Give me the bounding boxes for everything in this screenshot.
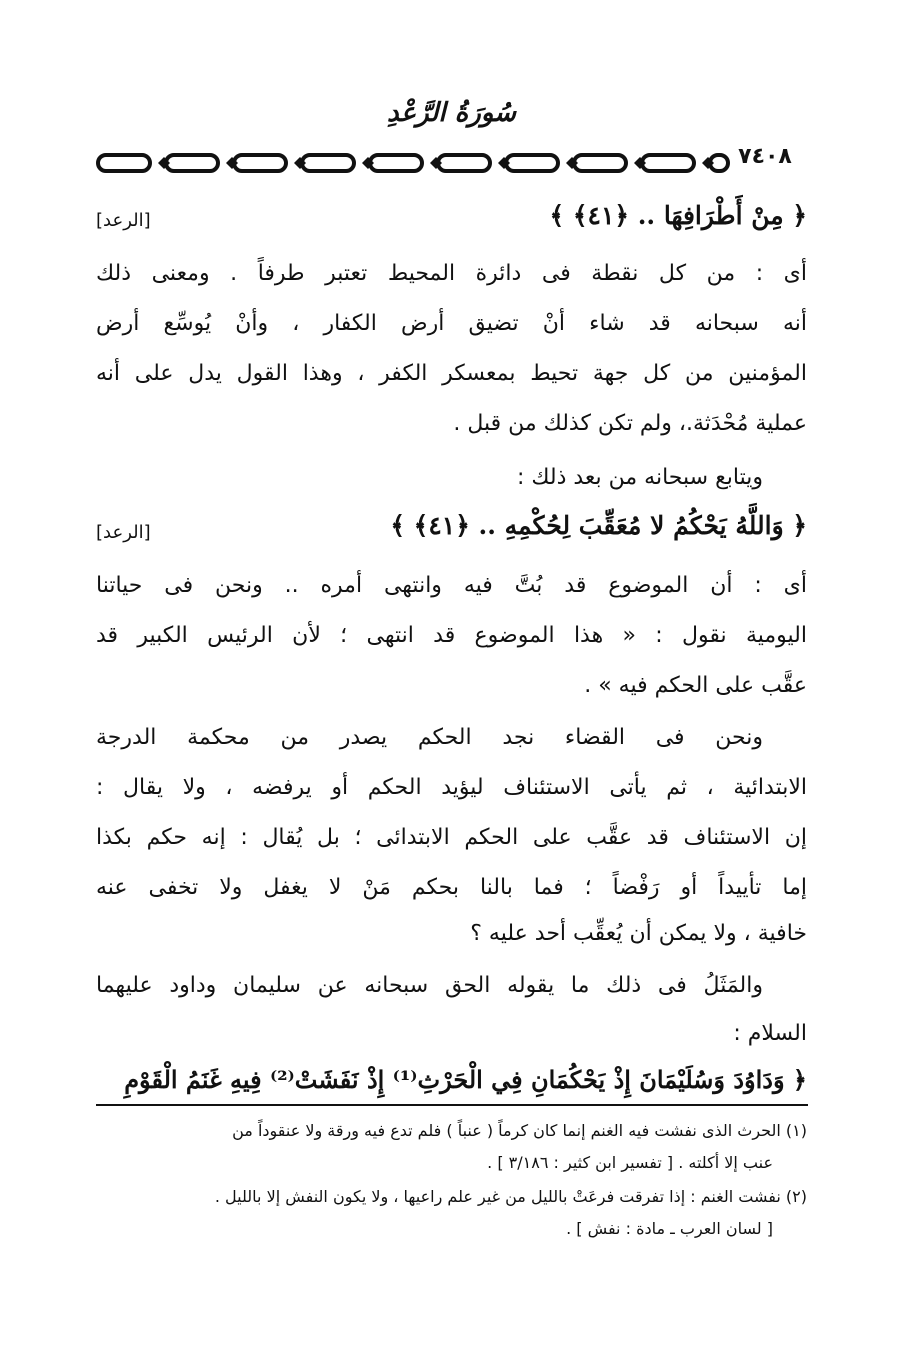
ornamental-border [96, 150, 832, 176]
surah-title: سُورَةُ الرَّعْدِ [386, 98, 517, 128]
page-number: ٧٤٠٨ [738, 144, 792, 169]
verse-41-part2: ﴿ وَاللَّهُ يَحْكُمُ لا مُعَقِّبَ لِحُكْمِهِ .. ﴿٤١﴾ ﴾ [390, 511, 807, 540]
paragraph-4-line-4: إما تأييداً أو رَفْضاً ؛ فما بالنا بحكم مَنْ لا يغفل ولا تخفى عنه [96, 875, 807, 900]
footnote-2-line-1: (٢) نفشت الغنم : إذا تفرقت فرعَتْ بالليل من غير علم راعيها ، ولا يكون النفش إلا بالليل . [214, 1187, 807, 1206]
paragraph-3-line-2: اليومية نقول : « هذا الموضوع قد انتهى ؛ لأن الرئيس الكبير قد [96, 623, 807, 648]
footnote-1-line-2: عنب إلا أكلته . [ تفسير ابن كثير : ٣/١٨٦ ] . [487, 1153, 773, 1172]
verse-41-part1: ﴿ مِنْ أَطْرَافِهَا .. ﴿٤١﴾ ﴾ [549, 201, 807, 230]
paragraph-3-line-1: أى : أن الموضوع قد بُتَّ فيه وانتهى أمره .. ونحن فى حياتنا [96, 573, 807, 598]
paragraph-1-line-3: المؤمنين من كل جهة تحيط بمعسكر الكفر ، وهذا القول يدل على أنه [96, 361, 807, 386]
paragraph-4-line-1: ونحن فى القضاء نجد الحكم يصدر من محكمة الدرجة [96, 725, 763, 750]
verse-78-al-anbiya: ﴿ وَدَاوُدَ وَسُلَيْمَانَ إِذْ يَحْكُمَانِ فِي الْحَرْثِ⁽¹⁾ إِذْ نَفَشَتْ⁽²⁾ فِيهِ غَنَمُ الْقَوْمِ [124, 1065, 807, 1094]
paragraph-4-line-5: خافية ، ولا يمكن أن يُعقِّب أحد عليه ؟ [470, 921, 807, 946]
paragraph-1-line-1: أى : من كل نقطة فى دائرة المحيط تعتبر طرفاً . ومعنى ذلك [96, 261, 807, 286]
footnote-1-line-1: (١) الحرث الذى نفشت فيه الغنم إنما كان كرماً ( عنباً ) فلم تدع فيه ورقة ولا عنقوداً من [232, 1121, 807, 1140]
paragraph-1-line-2: أنه سبحانه قد شاء أنْ تضيق أرض الكفار ، وأنْ يُوسِّع أرض [96, 311, 807, 336]
paragraph-1-line-4: عملية مُحْدَثة.، ولم تكن كذلك من قبل . [453, 411, 807, 436]
paragraph-4-line-3: إن الاستئناف قد عقَّب على الحكم الابتدائى ؛ بل يُقال : إنه حكم بكذا [96, 825, 807, 850]
verse-ref-1: [الرعد] [96, 210, 151, 231]
paragraph-2-line-1: ويتابع سبحانه من بعد ذلك : [516, 465, 763, 490]
paragraph-5-line-2: السلام : [733, 1021, 807, 1046]
footnote-divider [96, 1104, 808, 1106]
footnote-2-line-2: [ لسان العرب ـ مادة : نفش ] . [566, 1219, 773, 1238]
paragraph-3-line-3: عقَّب على الحكم فيه » . [584, 673, 807, 698]
verse-ref-2: [الرعد] [96, 522, 151, 543]
paragraph-5-line-1: والمَثَلُ فى ذلك ما يقوله الحق سبحانه عن سليمان وداود عليهما [96, 973, 763, 998]
paragraph-4-line-2: الابتدائية ، ثم يأتى الاستئناف ليؤيد الحكم أو يرفضه ، ولا يقال : [96, 775, 807, 800]
